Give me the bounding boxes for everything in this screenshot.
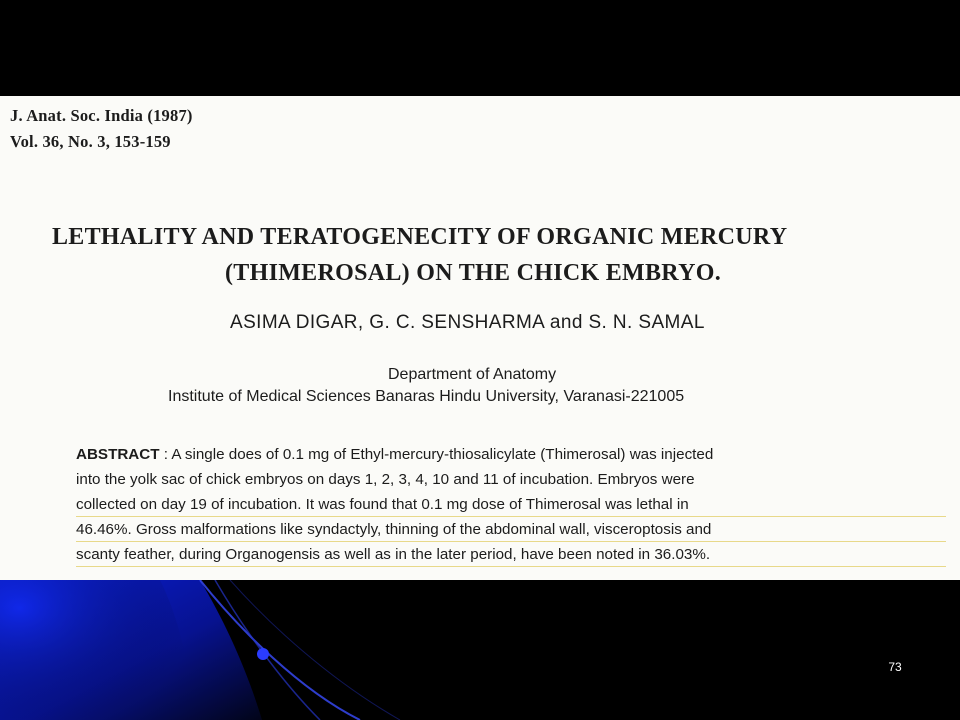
affiliation-institute: Institute of Medical Sciences Banaras Hindu University, Varanasi-221005 bbox=[168, 388, 685, 405]
abstract-line: scanty feather, during Organogensis as well as in the later period, have been noted in 36.03%. bbox=[76, 542, 946, 567]
abstract bbox=[76, 442, 946, 567]
paper-title-line-1: LETHALITY AND TERATOGENECITY OF ORGANIC MERCURY bbox=[52, 224, 788, 250]
paper-authors: ASIMA DIGAR, G. C. SENSHARMA and S. N. SAMAL bbox=[230, 312, 705, 333]
journal-volume: Vol. 36, No. 3, 153-159 bbox=[10, 132, 171, 151]
slide-page-number: 73 bbox=[888, 660, 902, 674]
journal-citation: J. Anat. Soc. India (1987) bbox=[10, 106, 193, 125]
scanned-paper-header bbox=[0, 96, 960, 580]
blue-corner-glow bbox=[0, 580, 196, 720]
decorative-dot bbox=[257, 648, 269, 660]
abstract-label: ABSTRACT bbox=[76, 446, 160, 463]
paper-title-line-2: (THIMEROSAL) ON THE CHICK EMBRYO. bbox=[225, 260, 721, 286]
decorative-arc-3 bbox=[230, 580, 400, 720]
affiliation-department: Department of Anatomy bbox=[388, 366, 557, 383]
abstract-line: collected on day 19 of incubation. It was found that 0.1 mg dose of Thimerosal was lethal in bbox=[76, 492, 946, 517]
abstract-line: 46.46%. Gross malformations like syndactyly, thinning of the abdominal wall, visceroptosis and bbox=[76, 517, 946, 542]
abstract-line: into the yolk sac of chick embryos on days 1, 2, 3, 4, 10 and 11 of incubation. Embryos were bbox=[76, 471, 695, 488]
abstract-line: ABSTRACT : A single does of 0.1 mg of Ethyl-mercury-thiosalicylate (Thimerosal) was injected bbox=[76, 446, 714, 463]
